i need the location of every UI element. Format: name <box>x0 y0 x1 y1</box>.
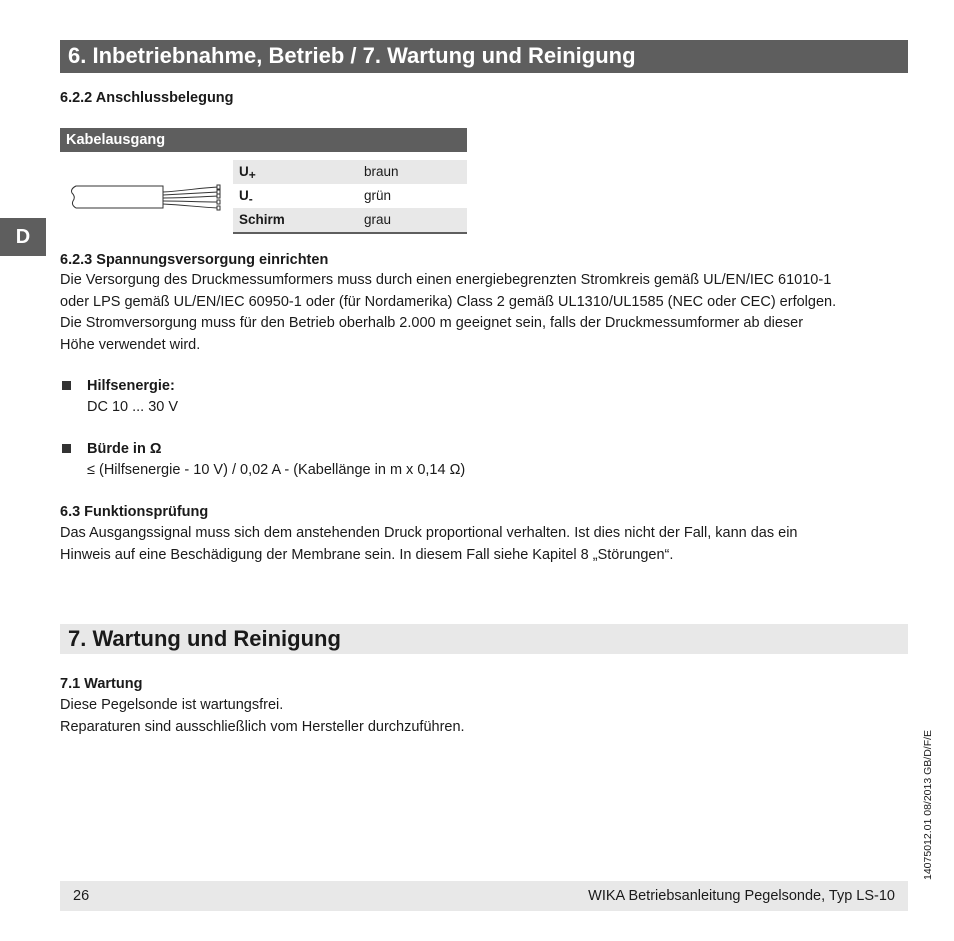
paragraph-line: Höhe verwendet wird. <box>60 336 201 353</box>
table-row <box>233 160 467 184</box>
section-heading-71: 7.1 Wartung <box>60 676 143 692</box>
chapter-7-header <box>60 624 908 654</box>
document-number: 14075012.01 08/2013 GB/D/F/E <box>922 729 934 880</box>
section-63-body <box>60 523 798 566</box>
wire-color: grün <box>364 188 392 203</box>
wire-key: Schirm <box>239 212 285 227</box>
chapter-7-title: 7. Wartung und Reinigung <box>68 626 341 651</box>
wire-assignment-table <box>233 160 467 232</box>
section-heading-622: 6.2.2 Anschlussbelegung <box>60 90 234 106</box>
wire-color: braun <box>364 164 399 179</box>
paragraph-line: Hinweis auf eine Beschädigung der Membrane sein. In diesem Fall siehe Kapitel 8 „Störungen“. <box>60 546 674 563</box>
paragraph-line: Diese Pegelsonde ist wartungsfrei. <box>60 697 284 713</box>
bullet-square-icon <box>62 381 71 390</box>
wire-key: $U_+$ <box>239 164 256 182</box>
bullet-label: Bürde in Ω <box>87 441 162 457</box>
table-divider <box>233 232 467 234</box>
bullet-value: DC 10 ... 30 V <box>87 399 179 415</box>
chapter-header <box>60 40 908 73</box>
section-71-body <box>60 695 465 738</box>
bullet-square-icon <box>62 444 71 453</box>
wire-color: grau <box>364 212 392 227</box>
language-tab: D <box>0 218 46 256</box>
bullet-value: ≤ (Hilfsenergie - 10 V) / 0,02 A - (Kabellänge in m x 0,14 Ω) <box>87 462 466 478</box>
paragraph-line: Das Ausgangssignal muss sich dem anstehenden Druck proportional verhalten. Ist dies nicht der Fall, kann das ein <box>60 525 798 541</box>
page-number: 26 <box>73 888 90 904</box>
wire-key: $U_-$ <box>239 188 253 206</box>
paragraph-line: oder LPS gemäß UL/EN/IEC 60950-1 oder (für Nordamerika) Class 2 gemäß UL1310/UL1585 (NEC oder CEC) erfolgen. <box>60 293 837 310</box>
cable-illustration <box>62 180 227 212</box>
bullet-label: Hilfsenergie: <box>87 378 175 394</box>
cable-table-header <box>60 128 467 152</box>
paragraph-line: Die Versorgung des Druckmessumformers muss durch einen energiebegrenzten Stromkreis gemäß UL/EN/IEC 61010-1 <box>60 272 832 288</box>
table-row <box>233 208 467 232</box>
cable-table-header-label: Kabelausgang <box>66 132 166 148</box>
section-heading-63: 6.3 Funktionsprüfung <box>60 504 209 520</box>
section-heading-623: 6.2.3 Spannungsversorgung einrichten <box>60 252 329 268</box>
page-footer <box>60 881 908 911</box>
footer-title: WIKA Betriebsanleitung Pegelsonde, Typ LS-10 <box>588 888 895 904</box>
paragraph-line: Die Stromversorgung muss für den Betrieb oberhalb 2.000 m geeignet sein, falls der Druckmessumformer ab dieser <box>60 315 804 331</box>
chapter-title: 6. Inbetriebnahme, Betrieb / 7. Wartung und Reinigung <box>68 43 636 68</box>
section-623-body <box>60 270 836 356</box>
table-row <box>233 184 467 208</box>
paragraph-line: Reparaturen sind ausschließlich vom Hersteller durchzuführen. <box>60 718 465 735</box>
